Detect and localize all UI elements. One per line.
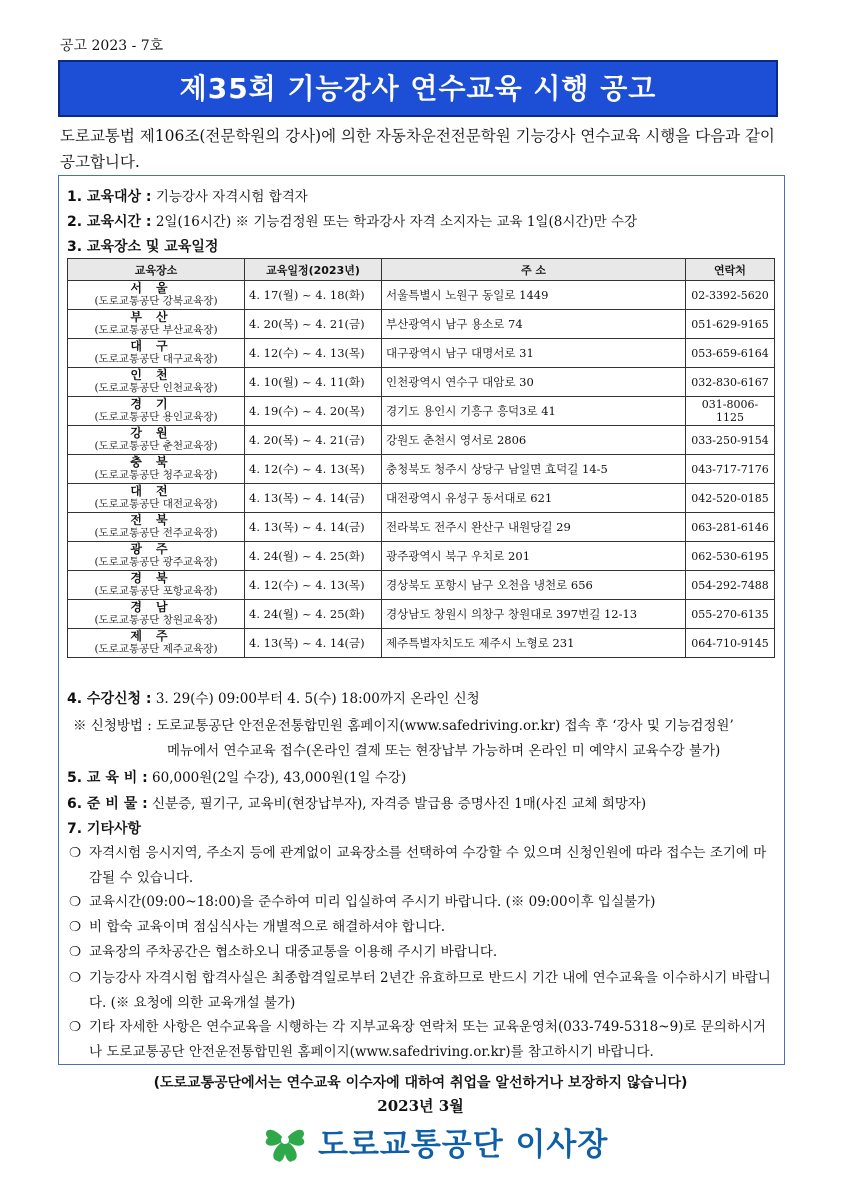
address-cell: 충청북도 청주시 상당구 남일면 효덕길 14-5 (382, 455, 686, 484)
place-cell (68, 281, 245, 310)
bullet-icon: ❍ (69, 970, 82, 986)
date-cell: 4. 19(수) ~ 4. 20(목) (245, 397, 382, 426)
address-cell: 대구광역시 남구 대명서로 31 (382, 339, 686, 368)
phone-cell: 062-530-6195 (686, 542, 775, 571)
section-apply (67, 687, 480, 708)
place-name: 부산 (130, 310, 182, 324)
address-cell: 경상북도 포항시 남구 오천읍 냉천로 656 (382, 571, 686, 600)
bullet-icon: ❍ (69, 1019, 82, 1035)
date-cell: 4. 10(월) ~ 4. 11(화) (245, 368, 382, 397)
date-cell: 4. 13(목) ~ 4. 14(금) (245, 629, 382, 658)
place-cell (68, 368, 245, 397)
table-row (68, 455, 775, 484)
table-row (68, 310, 775, 339)
bullet-icon: ❍ (69, 845, 82, 861)
place-cell (68, 310, 245, 339)
place-sub: (도로교통공단 청주교육장) (94, 469, 218, 481)
table-row (68, 368, 775, 397)
date-cell: 4. 12(수) ~ 4. 13(목) (245, 455, 382, 484)
place-sub: (도로교통공단 용인교육장) (94, 411, 218, 423)
phone-cell: 042-520-0185 (686, 484, 775, 513)
place-cell (68, 513, 245, 542)
place-name: 대구 (130, 339, 182, 353)
place-name: 경북 (130, 571, 182, 585)
date-cell: 4. 17(월) ~ 4. 18(화) (245, 281, 382, 310)
place-cell (68, 542, 245, 571)
page-title: 제35회 기능강사 연수교육 시행 공고 (58, 60, 778, 117)
section-schedule (67, 236, 218, 256)
place-cell (68, 484, 245, 513)
table-header-row (68, 259, 775, 281)
table-row (68, 571, 775, 600)
phone-cell: 064-710-9145 (686, 629, 775, 658)
list-item: ❍ 비 합숙 교육이며 점심식사는 개별적으로 해결하셔야 합니다. (69, 915, 774, 940)
phone-cell: 043-717-7176 (686, 455, 775, 484)
section-fee (67, 766, 406, 787)
date-cell: 4. 13(목) ~ 4. 14(금) (245, 484, 382, 513)
list-item: ❍ 기능강사 자격시험 합격사실은 최종합격일로부터 2년간 유효하므로 반드시 기간 내에 연수교육을 이수하시기 바랍니다. (※ 요청에 의한 교육개설 불가) (69, 966, 774, 1016)
clover-logo-icon (260, 1118, 310, 1164)
date-cell: 4. 12(수) ~ 4. 13(목) (245, 571, 382, 600)
phone-cell: 02-3392-5620 (686, 281, 775, 310)
table-row (68, 513, 775, 542)
place-sub: (도로교통공단 광주교육장) (94, 556, 218, 568)
document-number: 공고 2023 - 7호 (60, 38, 164, 54)
place-sub: (도로교통공단 춘천교육장) (94, 440, 218, 452)
list-item: ❍ 기타 자세한 사항은 연수교육을 시행하는 각 지부교육장 연락처 또는 교육운영처(033-749-5318~9)로 문의하시거나 도로교통공단 안전운전통합민원 홈페이지(www.safedriving.or.kr)를 참고하시기 바랍니다. (69, 1015, 774, 1065)
section-supplies-text: 신분증, 필기구, 교육비(현장납부자), 자격증 발급용 증명사진 1매(사진 교체 희망자) (152, 796, 647, 812)
phone-cell: 032-830-6167 (686, 368, 775, 397)
place-sub: (도로교통공단 포항교육장) (94, 585, 218, 597)
address-cell: 강원도 춘천시 영서로 2806 (382, 426, 686, 455)
section-target-text: 기능강사 자격시험 합격자 (155, 189, 308, 205)
place-name: 대전 (130, 484, 182, 498)
place-cell (68, 571, 245, 600)
place-name: 인천 (130, 368, 182, 382)
table-row (68, 484, 775, 513)
table-row (68, 339, 775, 368)
place-sub: (도로교통공단 창원교육장) (94, 614, 218, 626)
section-target (67, 185, 308, 206)
place-cell (68, 397, 245, 426)
table-row (68, 629, 775, 658)
section-etc-label: 7. 기타사항 (67, 821, 142, 837)
content-box (58, 175, 785, 1065)
place-name: 경기 (130, 397, 182, 411)
phone-cell: 063-281-6146 (686, 513, 775, 542)
bullet-icon: ❍ (69, 894, 82, 910)
date-cell: 4. 20(목) ~ 4. 21(금) (245, 310, 382, 339)
section-fee-label: 5. 교 육 비 : (67, 770, 148, 786)
phone-cell: 055-270-6135 (686, 600, 775, 629)
place-name: 광주 (130, 542, 182, 556)
table-row (68, 426, 775, 455)
section-apply-text: 3. 29(수) 09:00부터 4. 5(수) 18:00까지 온라인 신청 (155, 691, 480, 707)
section-hours (67, 210, 637, 231)
date-cell: 4. 13(목) ~ 4. 14(금) (245, 513, 382, 542)
address-cell: 부산광역시 남구 용소로 74 (382, 310, 686, 339)
col-place: 교육장소 (68, 259, 245, 281)
section-schedule-label: 3. 교육장소 및 교육일정 (67, 239, 219, 255)
place-cell (68, 455, 245, 484)
col-date: 교육일정(2023년) (245, 259, 382, 281)
list-item: ❍ 자격시험 응시지역, 주소지 등에 관계없이 교육장소를 선택하여 수강할 수 있으며 신청인원에 따라 접수는 조기에 마감될 수 있습니다. (69, 841, 774, 891)
address-cell: 경기도 용인시 기흥구 흥덕3로 41 (382, 397, 686, 426)
address-cell: 서울특별시 노원구 동일로 1449 (382, 281, 686, 310)
section-hours-text: 2일(16시간) ※ 기능검정원 또는 학과강사 자격 소지자는 교육 1일(8시간)만 수강 (155, 214, 638, 230)
place-sub: (도로교통공단 대구교육장) (94, 353, 218, 365)
place-sub: (도로교통공단 대전교육장) (94, 498, 218, 510)
phone-cell: 051-629-9165 (686, 310, 775, 339)
address-cell: 대전광역시 유성구 동서대로 621 (382, 484, 686, 513)
section-fee-text: 60,000원(2일 수강), 43,000원(1일 수강) (152, 770, 407, 786)
section-supplies-label: 6. 준 비 물 : (67, 796, 148, 812)
col-phone: 연락처 (686, 259, 775, 281)
bullet-icon: ❍ (69, 944, 82, 960)
section-hours-label: 2. 교육시간 : (67, 214, 152, 230)
place-cell (68, 600, 245, 629)
place-name: 서울 (130, 281, 182, 295)
section-supplies (67, 792, 646, 813)
apply-method-note-cont: 메뉴에서 연수교육 접수(온라인 결제 또는 현장납부 가능하며 온라인 미 예약시 교육수강 불가) (167, 743, 721, 759)
date-cell: 4. 20(목) ~ 4. 21(금) (245, 426, 382, 455)
address-cell: 광주광역시 북구 우치로 201 (382, 542, 686, 571)
phone-cell: 053-659-6164 (686, 339, 775, 368)
signature-block (260, 1116, 608, 1166)
date-cell: 4. 24(월) ~ 4. 25(화) (245, 542, 382, 571)
address-cell: 경상남도 창원시 의창구 창원대로 397번길 12-13 (382, 600, 686, 629)
bullet-icon: ❍ (69, 919, 82, 935)
address-cell: 인천광역시 연수구 대암로 30 (382, 368, 686, 397)
section-etc (67, 818, 141, 838)
place-name: 제주 (130, 629, 182, 643)
date-cell: 4. 12(수) ~ 4. 13(목) (245, 339, 382, 368)
intro-paragraph: 도로교통법 제106조(전문학원의 강사)에 의한 자동차운전전문학원 기능강사 연수교육 시행을 다음과 같이 공고합니다. (60, 127, 775, 171)
place-name: 경남 (130, 600, 182, 614)
place-sub: (도로교통공단 강북교육장) (94, 295, 218, 307)
section-apply-label: 4. 수강신청 : (67, 691, 152, 707)
table-row (68, 542, 775, 571)
place-sub: (도로교통공단 제주교육장) (94, 643, 218, 655)
place-name: 전북 (130, 513, 182, 527)
place-name: 충북 (130, 455, 182, 469)
apply-method-note: ※ 신청방법 : 도로교통공단 안전운전통합민원 홈페이지(www.safedriving.or.kr) 접속 후 ‘강사 및 기능검정원’ (73, 718, 734, 734)
col-address: 주 소 (382, 259, 686, 281)
list-item: ❍ 교육장의 주차공간은 협소하오니 대중교통을 이용해 주시기 바랍니다. (69, 940, 774, 965)
place-sub: (도로교통공단 인천교육장) (94, 382, 218, 394)
phone-cell: 033-250-9154 (686, 426, 775, 455)
place-cell (68, 629, 245, 658)
table-row (68, 397, 775, 426)
place-cell (68, 339, 245, 368)
address-cell: 전라북도 전주시 완산구 내원당길 29 (382, 513, 686, 542)
section-target-label: 1. 교육대상 : (67, 189, 152, 205)
place-sub: (도로교통공단 부산교육장) (94, 324, 218, 336)
date-cell: 4. 24(월) ~ 4. 25(화) (245, 600, 382, 629)
issue-date: 2023년 3월 (377, 1097, 464, 1115)
phone-cell: 054-292-7488 (686, 571, 775, 600)
place-sub: (도로교통공단 전주교육장) (94, 527, 218, 539)
place-cell (68, 426, 245, 455)
place-name: 강원 (130, 426, 182, 440)
table-row (68, 600, 775, 629)
schedule-table (67, 258, 775, 658)
list-item: ❍ 교육시간(09:00~18:00)을 준수하여 미리 입실하여 주시기 바랍니다. (※ 09:00이후 입실불가) (69, 890, 774, 915)
address-cell: 제주특별자치도도 제주시 노형로 231 (382, 629, 686, 658)
table-row (68, 281, 775, 310)
signature-text: 도로교통공단 이사장 (318, 1126, 609, 1163)
disclaimer: (도로교통공단에서는 연수교육 이수자에 대하여 취업을 알선하거나 보장하지 않습니다) (153, 1075, 688, 1091)
phone-cell: 031-8006-1125 (686, 397, 775, 426)
